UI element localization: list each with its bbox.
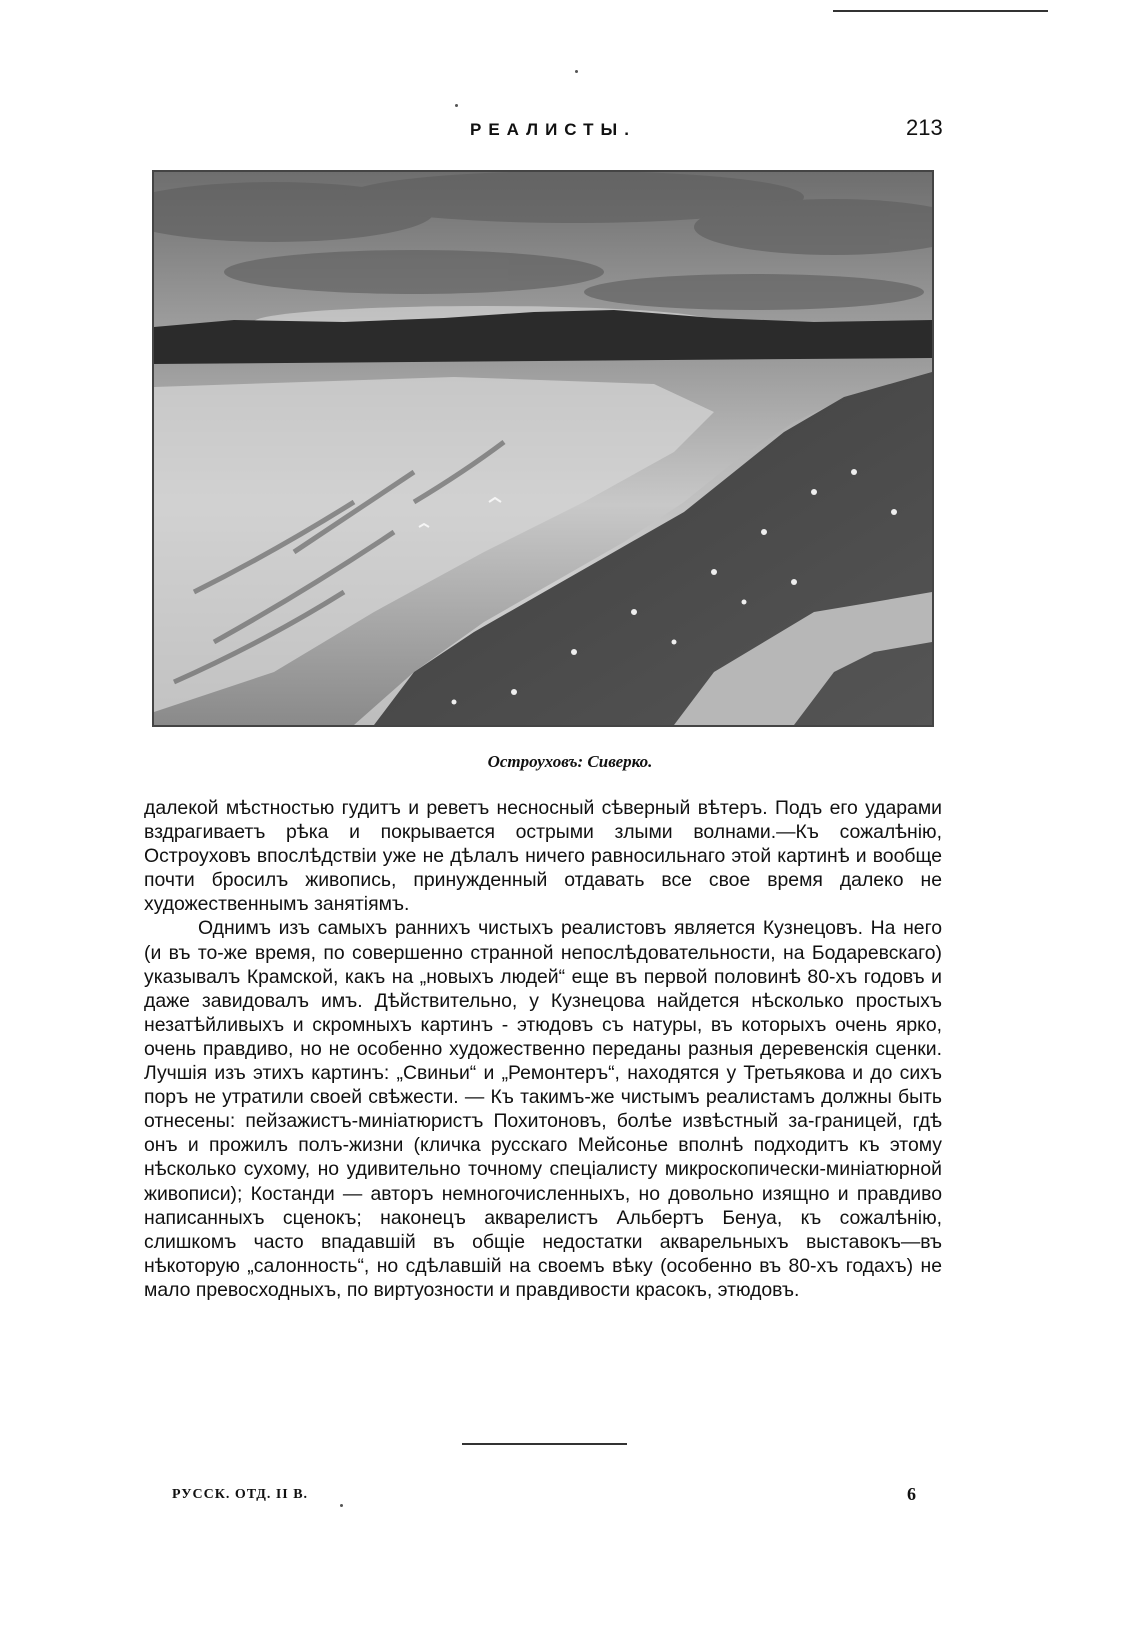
print-speck [455,104,458,107]
running-head: РЕАЛИСТЫ. [470,120,636,139]
print-speck [340,1504,343,1507]
paragraph: далекой мѣстностью гудитъ и реветъ несносный сѣверный вѣтеръ. Подъ его ударами вздрагиваетъ рѣка и покрывается острыми злыми волнами.—Къ сожалѣнію, Остроуховъ впослѣдствіи уже не дѣлалъ ничего равносильнаго этой картинѣ и вообще почти бросилъ живопись, принужденный отдавать все свое время далеко не художественнымъ занятіямъ. [144,797,942,916]
print-speck [575,70,578,73]
top-edge-rule [833,10,1048,12]
footer-rule [462,1443,627,1445]
figure-caption: Остроуховъ: Сиверко. [487,752,653,771]
page-number: 213 [906,115,943,140]
signature-mark: РУССК. ОТД. II В. [172,1487,309,1502]
landscape-painting [154,172,932,725]
sheet-number: 6 [907,1484,916,1504]
paragraph: Однимъ изъ самыхъ раннихъ чистыхъ реалистовъ является Кузнецовъ. На него (и въ то-же время, по совершенно странной непослѣдовательности, на Бодаревскаго) указывалъ Крамской, какъ на „новыхъ людей“ еще въ первой половинѣ 80-хъ годовъ и даже завидовалъ имъ. Дѣйствительно, у Кузнецова найдется нѣсколько простыхъ незатѣйливыхъ и скромныхъ картинъ - этюдовъ съ натуры, въ которыхъ очень ярко, очень правдиво, но не особенно художественно переданы разныя деревенскія сценки. Лучшія изъ этихъ картинъ: „Свиньи“ и „Ремонтеръ“, находятся у Третьякова и до сихъ поръ не утратили своей свѣжести. — Къ такимъ-же чистымъ реалистамъ должны быть отнесены: пейзажистъ-миніатюристъ Похитоновъ, болѣе извѣстный за-границей, гдѣ онъ и прожилъ полъ-жизни (кличка русскаго Мейсонье вполнѣ подходитъ къ этому нѣсколько сухому, но удивительно точному спеціалисту микроскопически-миніатюрной живописи); Костанди — авторъ немногочисленныхъ, но довольно изящно и правдиво написанныхъ сценокъ; наконецъ акварелистъ Альбертъ Бенуа, къ сожалѣнію, слишкомъ часто впадавшій въ общіе недостатки акварельныхъ выставокъ—въ нѣкоторую „салонность“, но сдѣлавшій на своемъ вѣку (особенно въ 80-хъ годахъ) не мало превосходныхъ, по виртуозности и правдивости красокъ, этюдовъ. [144,917,942,1301]
painting-plate [152,170,934,727]
body-text [144,796,942,1302]
